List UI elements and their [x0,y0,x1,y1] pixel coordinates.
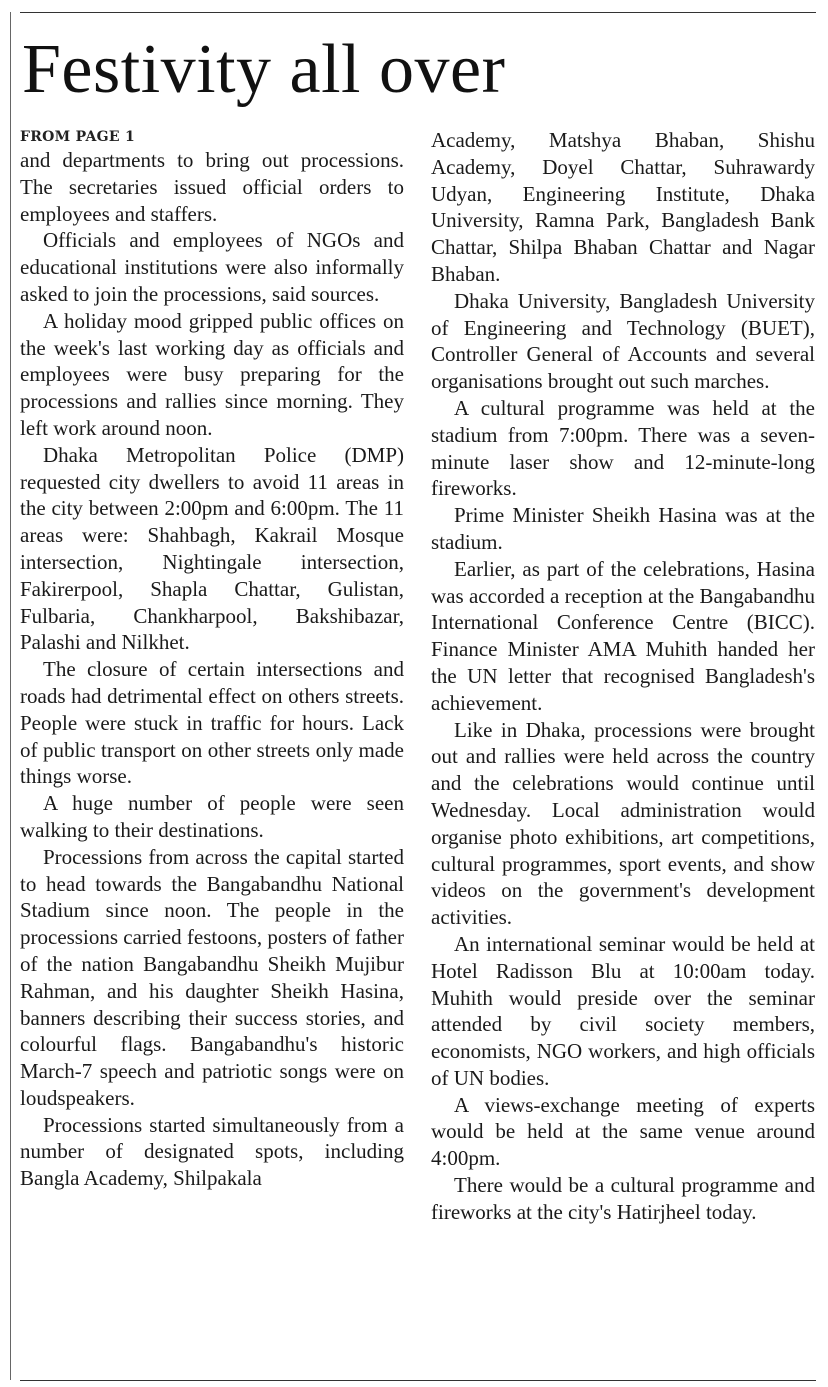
headline: Festivity all over [22,31,506,108]
paragraph: Prime Minister Sheikh Hasina was at the stadium. [431,503,815,554]
paragraph: A holiday mood gripped public offices on the week's last working day as officials and employees were busy preparing for the processions and rallies since morning. They left work around noon. [20,308,404,440]
paragraph: Like in Dhaka, processions were brought out and rallies were held across the country and the celebrations would continue until Wednesday. Local administration would organise photo exhibitions, art competitions, cultural programmes, sport events, and show videos on the government's development activities. [431,717,815,930]
paragraph: An international seminar would be held at Hotel Radisson Blu at 10:00am today. Muhith would preside over the seminar attended by civil society members, economists, NGO workers, and high officials of UN bodies. [431,931,815,1090]
paragraph: Dhaka University, Bangladesh University of Engineering and Technology (BUET), Controller General of Accounts and several organisations brought out such marches. [431,288,815,394]
paragraph: Processions started simultaneously from a number of designated spots, including Bangla Academy, Shilpakala [20,1112,404,1191]
article-column-left [20,127,404,1192]
paragraph: Academy, Matshya Bhaban, Shishu Academy, Doyel Chattar, Suhrawardy Udyan, Engineering Institute, Dhaka University, Ramna Park, Bangladesh Bank Chattar, Shilpa Bhaban Chattar and Nagar Bhaban. [431,128,815,286]
paragraph: Earlier, as part of the celebrations, Hasina was accorded a reception at the Bangabandhu International Conference Centre (BICC). Finance Minister AMA Muhith handed her the UN letter that recognised Bangladesh's achievement. [431,556,815,715]
paragraph: Officials and employees of NGOs and educational institutions were also informally asked to join the processions, said sources. [20,228,404,306]
left-rule [10,12,11,1380]
paragraph: Dhaka Metropolitan Police (DMP) requested city dwellers to avoid 11 areas in the city between 2:00pm and 6:00pm. The 11 areas were: Shahbagh, Kakrail Mosque intersection, Nightingale intersection, Fakirerpool, Shapla Chattar, Gulistan, Fulbaria, Chankharpool, Bakshibazar, Palashi and Nilkhet. [20,442,404,655]
paragraph: A cultural programme was held at the stadium from 7:00pm. There was a seven-minute laser show and 12-minute-long fireworks. [431,395,815,501]
continued-from-label: FROM PAGE 1 [20,129,136,145]
paragraph: There would be a cultural programme and fireworks at the city's Hatirjheel today. [431,1173,815,1224]
article-column-right [431,127,815,1226]
top-rule [20,12,816,13]
paragraph: A huge number of people were seen walking to their destinations. [20,791,404,842]
paragraph: and departments to bring out processions. The secretaries issued official orders to employees and staffers. [20,148,404,226]
paragraph: Processions from across the capital started to head towards the Bangabandhu National Stadium since noon. The people in the processions carried festoons, posters of father of the nation Bangabandhu Sheikh Mujibur Rahman, and his daughter Sheikh Hasina, banners describing their success stories, and colourful flags. Bangabandhu's historic March-7 speech and patriotic songs were on loudspeakers. [20,844,404,1110]
paragraph: A views-exchange meeting of experts would be held at the same venue around 4:00pm. [431,1092,815,1171]
bottom-rule [20,1380,816,1381]
paragraph: The closure of certain intersections and roads had detrimental effect on others streets. People were stuck in traffic for hours. Lack of public transport on other streets only made things worse. [20,657,404,789]
